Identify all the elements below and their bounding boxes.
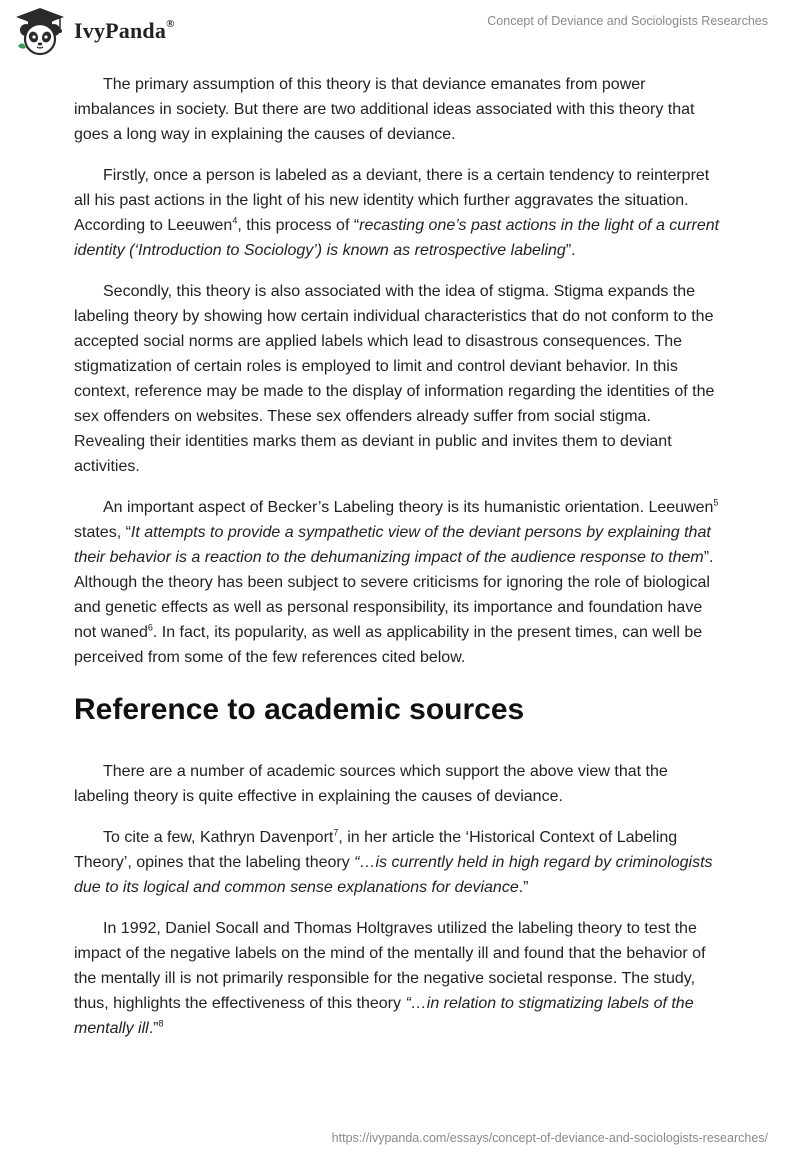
essay-body: [74, 72, 726, 1057]
text-segment: states, “: [74, 524, 131, 541]
text-segment: The primary assumption of this theory is that deviance emanates from power imbalances in society. But there are two additional ideas associated with this theory that goes a long way in explaining the causes of deviance.: [74, 76, 695, 143]
text-segment: .”: [148, 1020, 159, 1037]
footnote-marker: 6: [147, 622, 153, 633]
quote-text: It attempts to provide a sympathetic view of the deviant persons by explaining that their behavior is a reaction to the dehumanizing impact of the audience response to them: [74, 524, 711, 566]
quote-text: “…is currently held in high regard by criminologists due to its logical and common sense explanations for deviance: [74, 854, 713, 896]
text-segment: , this process of “: [237, 217, 360, 234]
footnote-marker: 8: [158, 1018, 164, 1029]
text-segment: In 1992, Daniel Socall and Thomas Holtgraves utilized the labeling theory to test the impact of the negative labels on the mind of the mentally ill and found that the behavior of the mentally ill is not primarily responsible for the negative societal response. The study, thus, highlights the effectiveness of this theory: [74, 920, 706, 1012]
panda-graduate-icon: [14, 6, 66, 56]
quote-text: recasting one’s past actions in the light of a current identity (‘Introduction to Sociology’) is known as retrospective labeling: [74, 217, 720, 259]
quote-text: “…in relation to stigmatizing labels of the mentally ill: [74, 995, 694, 1037]
logo-wordmark: IvyPanda®: [74, 17, 175, 43]
footnote-marker: 7: [333, 827, 339, 838]
section-heading: Reference to academic sources: [74, 693, 525, 726]
section-paragraphs: [74, 759, 726, 1041]
text-segment: .”: [518, 879, 529, 896]
text-segment: An important aspect of Becker’s Labeling theory is its humanistic orientation. Leeuwen: [103, 499, 714, 516]
paragraph: [74, 163, 726, 263]
text-segment: To cite a few, Kathryn Davenport: [103, 829, 334, 846]
page-header: [0, 0, 800, 64]
text-segment: ”. Although the theory has been subject to severe criticisms for ignoring the role of biological and genetic effects as well as personal responsibility, its importance and foundation have not waned: [74, 549, 714, 641]
paragraph: [74, 916, 726, 1041]
footnote-marker: 5: [713, 497, 719, 508]
text-segment: . In fact, its popularity, as well as applicability in the present times, can well be perceived from some of the few references cited below.: [74, 624, 703, 666]
footnote-marker: 4: [232, 215, 238, 226]
paragraph: [74, 72, 726, 147]
paragraph: [74, 495, 726, 670]
text-segment: There are a number of academic sources which support the above view that the labeling theory is quite effective in explaining the causes of deviance.: [74, 763, 668, 805]
source-url[interactable]: https://ivypanda.com/essays/concept-of-deviance-and-sociologists-researches/: [331, 1131, 768, 1145]
text-segment: ”.: [565, 242, 576, 259]
document-title: Concept of Deviance and Sociologists Researches: [487, 14, 768, 28]
intro-paragraphs: [74, 72, 726, 670]
text-segment: , in her article the ‘Historical Context of Labeling Theory’, opines that the labeling theory: [74, 829, 678, 871]
paragraph: [74, 279, 726, 479]
text-segment: Secondly, this theory is also associated with the idea of stigma. Stigma expands the labeling theory by showing how certain individual characteristics that do not conform to the accepted social norms are applied labels which lead to disastrous consequences. The stigmatization of certain roles is employed to limit and control deviant behavior. In this context, reference may be made to the display of information regarding the identities of the sex offenders on websites. These sex offenders already suffer from social stigma. Revealing their identities marks them as deviant in public and invites them to deviant activities.: [74, 283, 715, 475]
paragraph: [74, 825, 726, 900]
ivypanda-logo[interactable]: [14, 6, 175, 56]
paragraph: [74, 759, 726, 809]
text-segment: Firstly, once a person is labeled as a deviant, there is a certain tendency to reinterpret all his past actions in the light of his new identity which further aggravates the situation. According to Leeuwen: [74, 167, 710, 234]
